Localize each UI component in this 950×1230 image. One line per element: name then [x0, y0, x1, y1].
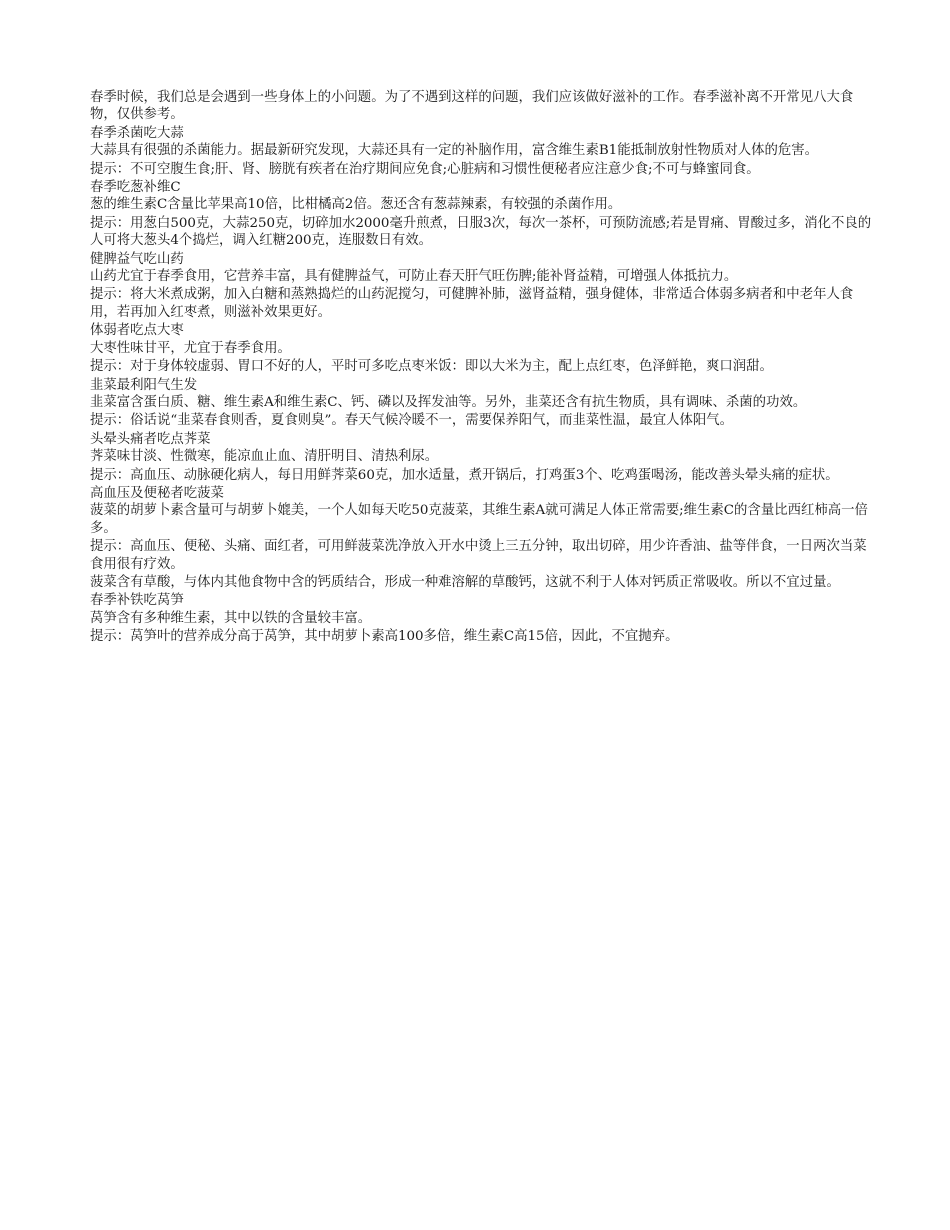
section-body-garlic: 大蒜具有很强的杀菌能力。据最新研究发现，大蒜还具有一定的补脑作用，富含维生素B1能抵制放射性物质对人体的危害。 — [90, 143, 819, 159]
section-body-spinach: 菠菜的胡萝卜素含量可与胡萝卜媲美，一个人如每天吃50克菠菜，其维生素A就可满足人体正常需要;维生素C的含量比西红柿高一倍多。 — [90, 503, 868, 536]
document-body — [90, 89, 880, 647]
section-tip-shepherds-purse: 提示：高血压、动脉硬化病人，每日用鲜荠菜60克，加水适量，煮开锅后，打鸡蛋3个、吃鸡蛋喝汤，能改善头晕头痛的症状。 — [90, 467, 839, 483]
section-tip-spinach: 提示：高血压、便秘、头痛、面红者，可用鲜菠菜洗净放入开水中烫上三五分钟，取出切碎，用少许香油、盐等伴食，一日两次当菜食用很有疗效。 — [90, 539, 867, 572]
section-body-shepherds-purse: 荠菜味甘淡、性微寒，能凉血止血、清肝明目、清热利尿。 — [90, 449, 439, 465]
section-title-garlic: 春季杀菌吃大蒜 — [90, 125, 184, 141]
section-body-yam: 山药尤宜于春季食用，它营养丰富，具有健脾益气，可防止春天肝气旺伤脾;能补肾益精，可增强人体抵抗力。 — [90, 269, 738, 285]
section-tip-yam: 提示：将大米煮成粥，加入白糖和蒸熟捣烂的山药泥搅匀，可健脾补肺，滋肾益精，强身健体，非常适合体弱多病者和中老年人食用，若再加入红枣煮，则滋补效果更好。 — [90, 287, 854, 320]
section-tip-garlic: 提示：不可空腹生食;肝、肾、膀胱有疾者在治疗期间应免食;心脏病和习惯性便秘者应注意少食;不可与蜂蜜同食。 — [90, 161, 760, 177]
section-title-scallion: 春季吃葱补维C — [90, 180, 181, 196]
section-body-lettuce: 莴笋含有多种维生素，其中以铁的含量较丰富。 — [90, 610, 372, 626]
intro-paragraph: 春季时候，我们总是会遇到一些身体上的小问题。为了不遇到这样的问题，我们应该做好滋补的工作。春季滋补离不开常见八大食物，仅供参考。 — [90, 90, 854, 123]
section-tip-chives: 提示：俗话说“韭菜春食则香，夏食则臭”。春天气候冷暖不一，需要保养阳气，而韭菜性温，最宜人体阳气。 — [90, 413, 734, 429]
section-tip-jujube: 提示：对于身体较虚弱、胃口不好的人，平时可多吃点枣米饭：即以大米为主，配上点红枣，色泽鲜艳，爽口润甜。 — [90, 359, 773, 375]
section-title-lettuce: 春季补铁吃莴笋 — [90, 593, 184, 609]
section-title-shepherds-purse: 头晕头痛者吃点荠菜 — [90, 431, 211, 447]
section-title-yam: 健脾益气吃山药 — [90, 251, 184, 267]
section-body-scallion: 葱的维生素C含量比苹果高10倍，比柑橘高2倍。葱还含有葱蒜辣素，有较强的杀菌作用。 — [90, 197, 622, 213]
section-tip-lettuce: 提示：莴笋叶的营养成分高于莴笋，其中胡萝卜素高100多倍，维生素C高15倍，因此，不宜抛弃。 — [90, 629, 679, 645]
section-title-chives: 韭菜最利阳气生发 — [90, 377, 198, 393]
section-tip-scallion: 提示：用葱白500克，大蒜250克，切碎加水2000毫升煎煮，日服3次，每次一茶杯，可预防流感;若是胃痛、胃酸过多，消化不良的人可将大葱头4个捣烂，调入红糖200克，连服数日有效。 — [90, 215, 872, 249]
section-extra-spinach: 菠菜含有草酸，与体内其他食物中含的钙质结合，形成一种难溶解的草酸钙，这就不利于人体对钙质正常吸收。所以不宜过量。 — [90, 574, 840, 590]
section-body-chives: 韭菜富含蛋白质、糖、维生素A和维生素C、钙、磷以及挥发油等。另外，韭菜还含有抗生物质，具有调味、杀菌的功效。 — [90, 394, 807, 410]
section-title-spinach: 高血压及便秘者吃菠菜 — [90, 485, 224, 501]
section-title-jujube: 体弱者吃点大枣 — [90, 323, 184, 339]
section-body-jujube: 大枣性味甘平，尤宜于春季食用。 — [90, 340, 291, 356]
